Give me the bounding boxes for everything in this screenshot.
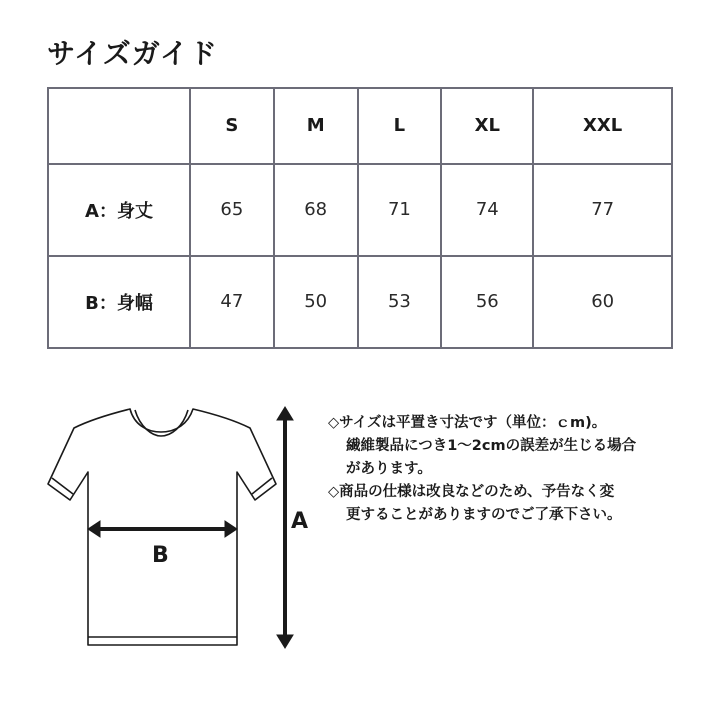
row-label-length: A：身丈 [48, 164, 190, 256]
header-cell-l: L [358, 88, 442, 164]
label-a: A [291, 509, 309, 534]
table-cell: 53 [358, 256, 442, 348]
width-arrow-icon [88, 521, 237, 537]
table-cell: 71 [358, 164, 442, 256]
table-row [48, 164, 672, 256]
table-cell: 77 [533, 164, 672, 256]
label-b: B [152, 543, 169, 568]
header-cell-xxl: XXL [533, 88, 672, 164]
table-cell: 50 [274, 256, 358, 348]
table-cell: 56 [441, 256, 533, 348]
header-cell-xl: XL [441, 88, 533, 164]
note-line: 繊維製品につき1〜2cmの誤差が生じる場合 [346, 438, 637, 454]
header-cell-empty [48, 88, 190, 164]
table-cell: 65 [190, 164, 274, 256]
note-line: ◇商品の仕様は改良などのため、予告なく変 [328, 484, 615, 500]
notes [328, 412, 698, 527]
row-label-width: B：身幅 [48, 256, 190, 348]
note-line: 更することがありますのでご了承下さい。 [346, 507, 622, 523]
table-cell: 47 [190, 256, 274, 348]
size-table [47, 87, 673, 349]
table-row [48, 256, 672, 348]
note-line: ◇サイズは平置き寸法です（単位：ｃm)。 [328, 415, 607, 431]
table-cell: 60 [533, 256, 672, 348]
table-cell: 68 [274, 164, 358, 256]
table-cell: 74 [441, 164, 533, 256]
header-cell-s: S [190, 88, 274, 164]
note-line: があります。 [346, 461, 432, 477]
tshirt-diagram [0, 380, 330, 660]
header-cell-m: M [274, 88, 358, 164]
table-header-row [48, 88, 672, 164]
page-title: サイズガイド [47, 37, 218, 70]
